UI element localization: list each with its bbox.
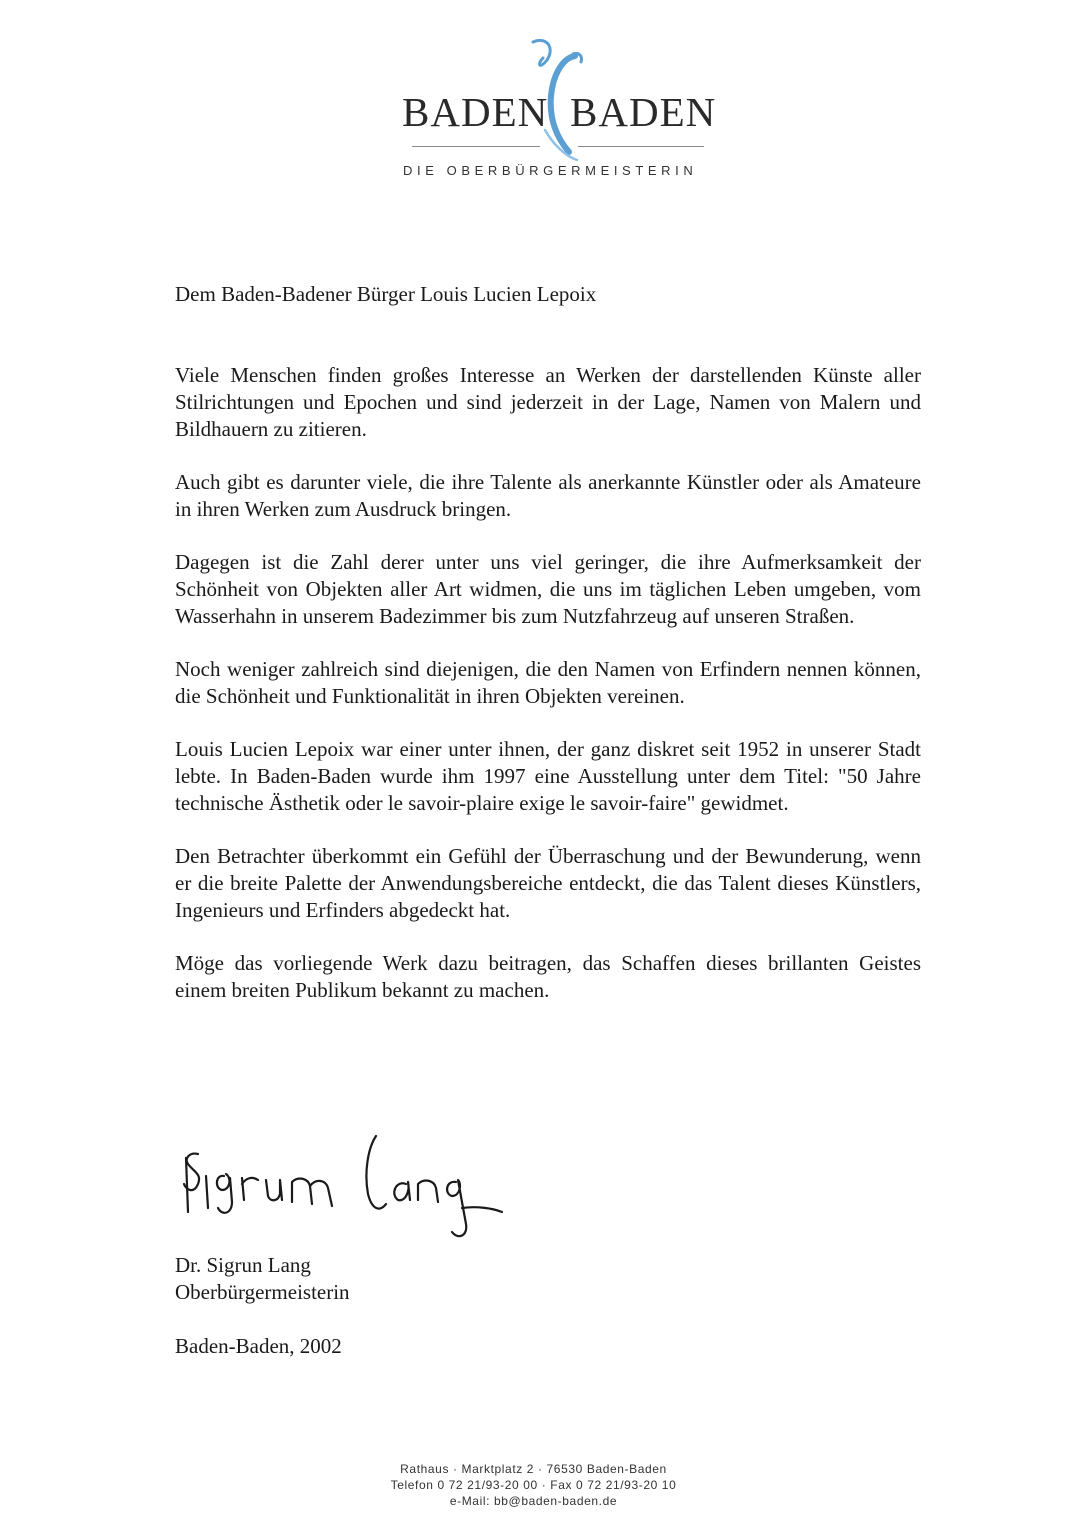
paragraph-2: Auch gibt es darunter viele, die ihre Talente als anerkannte Künstler oder als Amateure in ihren Werken zum Ausdruck bringen. <box>175 470 921 521</box>
handwritten-signature <box>176 1128 506 1250</box>
logo-rule-left <box>412 146 540 147</box>
salutation: Dem Baden-Badener Bürger Louis Lucien Lepoix <box>175 282 597 306</box>
footer-email-line: e-Mail: bb@baden-baden.de <box>449 1494 618 1508</box>
logo-word-left: BADEN <box>402 89 549 135</box>
place-date: Baden-Baden, 2002 <box>175 1334 342 1358</box>
signer-block <box>175 1252 350 1306</box>
paragraph-3: Dagegen ist die Zahl derer unter uns viel geringer, die ihre Aufmerksamkeit der Schönheit von Objekten aller Art widmen, die uns im täglichen Leben umgeben, vom Wasserhahn in unserem Badezimmer bis zum Nutzfahrzeug auf unseren Straßen. <box>175 550 921 628</box>
logo-rule-right <box>578 146 704 147</box>
logo-word-right: BADEN <box>570 89 717 135</box>
paragraph-6: Den Betrachter überkommt ein Gefühl der Überraschung und der Bewunderung, wenn er die breite Palette der Anwendungsbereiche entdeckt, die das Talent dieses Künstlers, Ingenieurs und Erfinders abgedeckt hat. <box>175 844 921 922</box>
signer-name: Dr. Sigrun Lang <box>175 1253 311 1277</box>
footer-phone-line: Telefon 0 72 21/93-20 00 · Fax 0 72 21/93-20 10 <box>390 1478 677 1492</box>
paragraph-7: Möge das vorliegende Werk dazu beitragen, das Schaffen dieses brillanten Geistes einem breiten Publikum bekannt zu machen. <box>175 951 921 1002</box>
paragraph-5: Louis Lucien Lepoix war einer unter ihnen, der ganz diskret seit 1952 in unserer Stadt lebte. In Baden-Baden wurde ihm 1997 eine Ausstellung unter dem Titel: "50 Jahre technische Ästhetik oder le savoir-plaire exige le savoir-faire" gewidmet. <box>175 737 921 815</box>
paragraph-4: Noch weniger zahlreich sind diejenigen, die den Namen von Erfindern nennen können, die Schönheit und Funktionalität in ihren Objekten vereinen. <box>175 657 921 708</box>
letterhead-tagline: DIE OBERBÜRGERMEISTERIN <box>403 163 698 178</box>
footer-address-line: Rathaus · Marktplatz 2 · 76530 Baden-Baden <box>400 1462 667 1476</box>
signer-title: Oberbürgermeisterin <box>175 1280 350 1304</box>
footer-address <box>0 1461 1067 1509</box>
paragraph-1: Viele Menschen finden großes Interesse an Werken der darstellenden Künste aller Stilrichtungen und Epochen und sind jederzeit in der Lage, Namen von Malern und Bildhauern zu zitieren. <box>175 363 921 441</box>
letterhead <box>0 0 1067 200</box>
letter-body <box>175 281 921 1030</box>
